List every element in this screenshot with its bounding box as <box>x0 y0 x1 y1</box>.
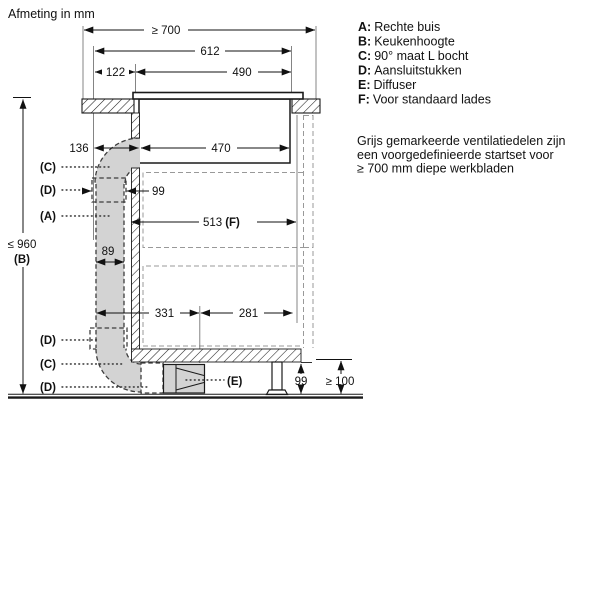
label-c-top: (C) <box>40 162 56 174</box>
legend <box>358 20 491 107</box>
worktop-back-section <box>82 99 134 113</box>
diffuser <box>164 365 205 394</box>
hob-top-plate <box>133 93 303 100</box>
cabinet-bottom-panel <box>132 349 302 362</box>
dim-470: 470 <box>211 143 231 155</box>
dim-136: 136 <box>69 143 89 155</box>
legend-item-b: B: Keukenhoogte <box>358 34 455 49</box>
straight-duct <box>96 182 124 349</box>
page-title: Afmeting in mm <box>8 7 95 21</box>
worktop-front-section <box>292 99 320 113</box>
dim-worktop-depth: ≥ 700 <box>151 25 181 37</box>
dim-122: 122 <box>105 67 126 79</box>
label-e: (E) <box>227 376 243 388</box>
dim-331: 331 <box>154 308 175 320</box>
note-text <box>357 134 565 176</box>
note-line-3: ≥ 700 mm diepe werkbladen <box>357 161 514 176</box>
dimension-lines <box>13 30 352 394</box>
legend-item-e: E: Diffuser <box>358 78 417 92</box>
dim-89: 89 <box>101 246 115 258</box>
note-line-2: een voorgedefinieerde startset voor <box>357 148 554 162</box>
label-a: (A) <box>40 211 56 223</box>
adapter-bottom <box>141 363 163 393</box>
dim-612: 612 <box>200 46 220 58</box>
dim-513: 513 (F) <box>203 217 240 229</box>
label-d-top: (D) <box>40 185 56 197</box>
label-b-ref: (B) <box>14 254 30 266</box>
dim-99-duct: 99 <box>152 186 165 198</box>
label-d-bottom: (D) <box>40 382 56 394</box>
cabinet-wall-lower <box>132 168 140 349</box>
drawer-2-outline <box>143 266 303 346</box>
cabinet-wall-upper <box>132 113 140 138</box>
floor-line <box>8 394 363 397</box>
legend-item-c: C: 90° maat L bocht <box>358 49 469 63</box>
legend-item-d: D: Aansluitstukken <box>358 63 462 78</box>
legend-item-f: F: Voor standaard lades <box>358 92 491 107</box>
drawer-1-outline <box>143 173 303 248</box>
dim-281: 281 <box>238 308 259 320</box>
label-c-bottom: (C) <box>40 359 56 371</box>
dim-490: 490 <box>232 67 252 79</box>
dim-plinth-min: ≥ 100 <box>325 376 355 388</box>
plinth-leg <box>267 362 288 395</box>
dim-99-plinth: 99 <box>294 376 308 388</box>
dim-kitchen-height: ≤ 960 <box>7 239 37 251</box>
legend-item-a: A: Rechte buis <box>358 20 441 34</box>
dimension-texts <box>8 25 355 388</box>
label-d-mid: (D) <box>40 335 56 347</box>
note-line-1: Grijs gemarkeerde ventilatiedelen zijn <box>357 134 566 148</box>
